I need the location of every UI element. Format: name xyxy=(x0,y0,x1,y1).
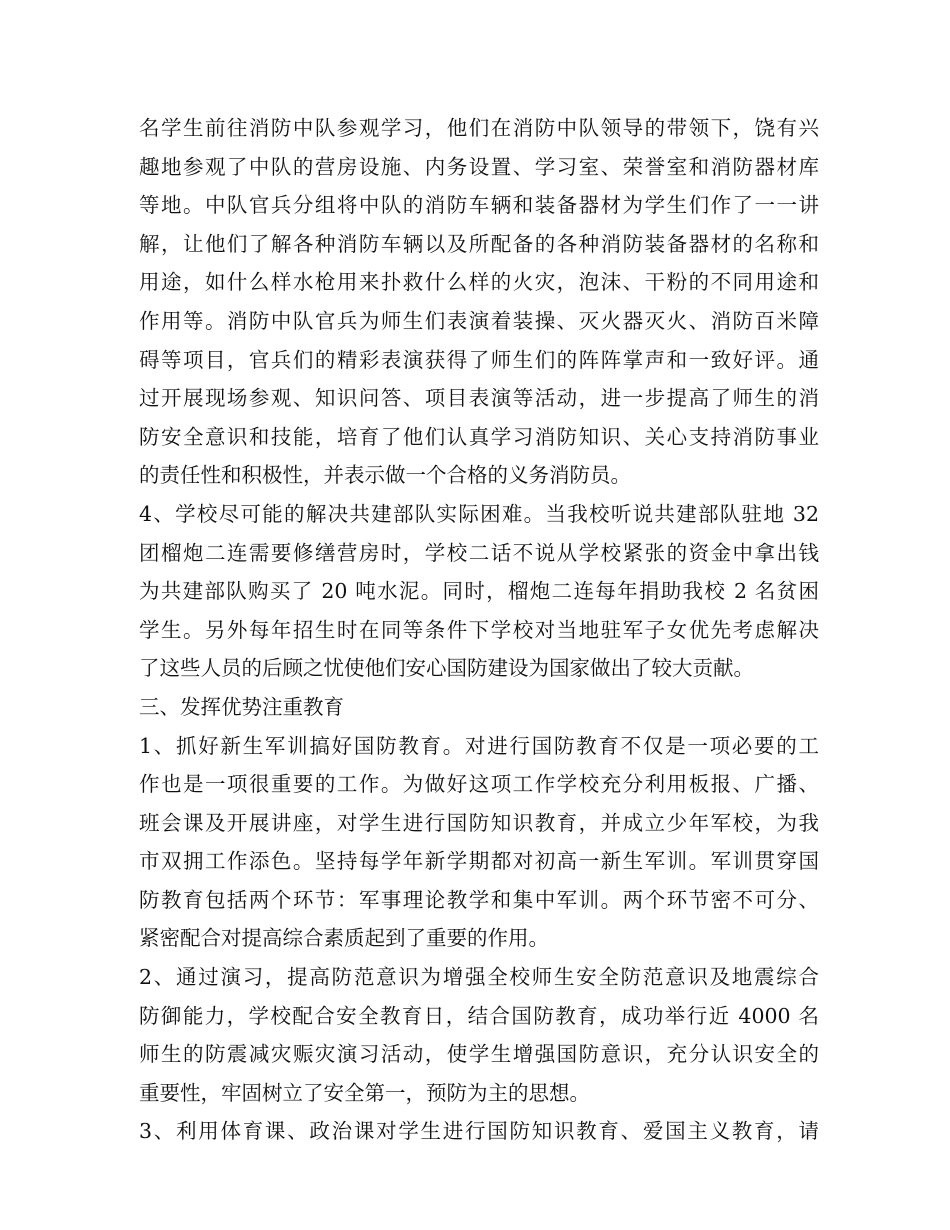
text-line: 3、利用体育课、政治课对学生进行国防知识教育、爱国主义教育，请 xyxy=(139,1119,819,1144)
text-line: 团榴炮二连需要修缮营房时，学校二话不说从学校紧张的资金中拿出钱 xyxy=(139,540,819,565)
text-line: 用途，如什么样水枪用来扑救什么样的火灾，泡沫、干粉的不同用途和 xyxy=(139,270,819,295)
text-line: 班会课及开展讲座，对学生进行国防知识教育，并成立少年军校，为我 xyxy=(139,810,819,835)
text-line: 防御能力，学校配合安全教育日，结合国防教育，成功举行近 4000 名 xyxy=(139,1003,819,1028)
text-line: 趣地参观了中队的营房设施、内务设置、学习室、荣誉室和消防器材库 xyxy=(139,154,819,179)
text-line: 师生的防震减灾赈灾演习活动，使学生增强国防意识，充分认识安全的 xyxy=(139,1042,819,1067)
text-line: 防安全意识和技能，培育了他们认真学习消防知识、关心支持消防事业 xyxy=(139,424,819,449)
text-line: 的责任性和积极性，并表示做一个合格的义务消防员。 xyxy=(139,463,631,488)
text-line: 了这些人员的后顾之忧使他们安心国防建设为国家做出了较大贡献。 xyxy=(139,656,754,681)
text-line: 重要性，牢固树立了安全第一，预防为主的思想。 xyxy=(139,1080,590,1105)
text-line: 4、学校尽可能的解决共建部队实际困难。当我校听说共建部队驻地 32 xyxy=(139,501,819,526)
text-line: 解，让他们了解各种消防车辆以及所配备的各种消防装备器材的名称和 xyxy=(139,231,819,256)
text-line: 市双拥工作添色。坚持每学年新学期都对初高一新生军训。军训贯穿国 xyxy=(139,849,819,874)
document-body xyxy=(139,109,819,1151)
text-line: 作也是一项很重要的工作。为做好这项工作学校充分利用板报、广播、 xyxy=(139,772,819,797)
section-heading: 三、发挥优势注重教育 xyxy=(139,694,344,719)
text-line: 碍等项目，官兵们的精彩表演获得了师生们的阵阵掌声和一致好评。通 xyxy=(139,347,819,372)
text-line: 名学生前往消防中队参观学习，他们在消防中队领导的带领下，饶有兴 xyxy=(139,116,819,140)
text-line: 紧密配合对提高综合素质起到了重要的作用。 xyxy=(139,926,549,951)
text-line: 为共建部队购买了 20 吨水泥。同时，榴炮二连每年捐助我校 2 名贫困 xyxy=(139,579,819,604)
text-line: 1、抓好新生军训搞好国防教育。对进行国防教育不仅是一项必要的工 xyxy=(139,733,819,758)
text-line: 防教育包括两个环节：军事理论教学和集中军训。两个环节密不可分、 xyxy=(139,887,819,912)
text-line: 作用等。消防中队官兵为师生们表演着装操、灭火器灭火、消防百米障 xyxy=(139,308,819,333)
text-line: 学生。另外每年招生时在同等条件下学校对当地驻军子女优先考虑解决 xyxy=(139,617,819,642)
text-line: 等地。中队官兵分组将中队的消防车辆和装备器材为学生们作了一一讲 xyxy=(139,193,819,218)
text-line: 过开展现场参观、知识问答、项目表演等活动，进一步提高了师生的消 xyxy=(139,386,819,411)
text-line: 2、通过演习，提高防范意识为增强全校师生安全防范意识及地震综合 xyxy=(139,965,819,990)
